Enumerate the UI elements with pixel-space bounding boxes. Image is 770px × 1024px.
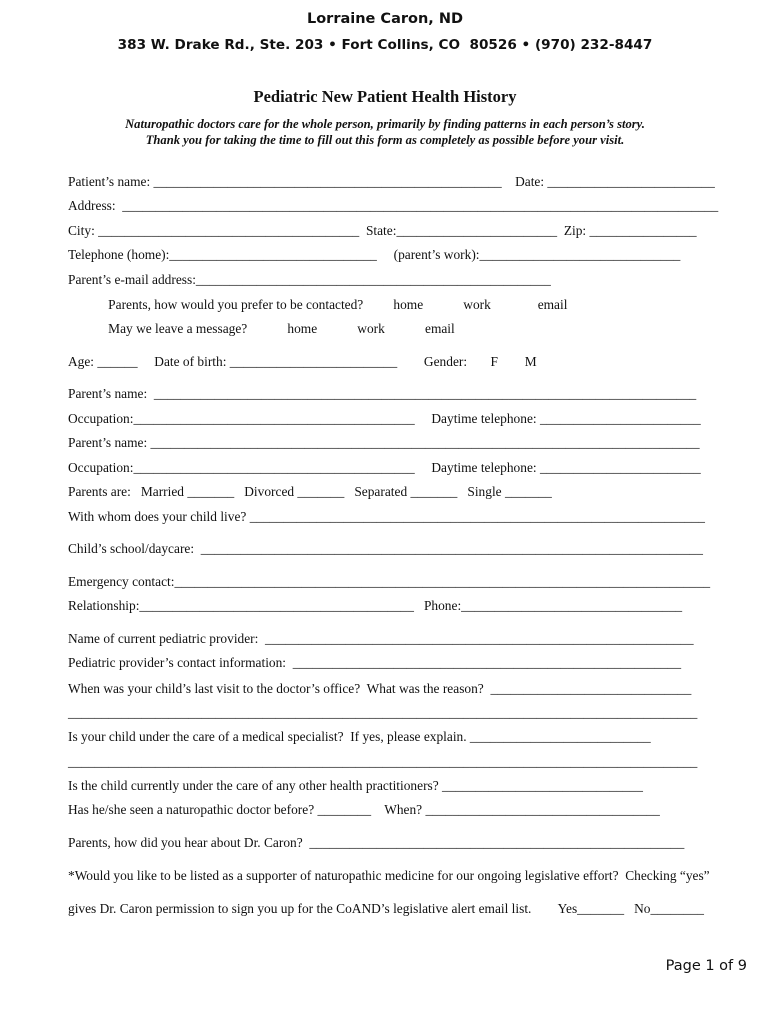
occupation-field-1[interactable]: Occupation:__________________________________________ Daytime telephone: ________________________ — [68, 411, 701, 426]
last-visit-field[interactable]: When was your child’s last visit to the doctor’s office? What was the reason? ______________________________ — [68, 681, 692, 696]
leave-message-options[interactable]: May we leave a message? home work email — [68, 321, 455, 336]
address-field[interactable]: Address: _________________________________________________________________________________________ — [68, 198, 719, 213]
parent-name-field-1[interactable]: Parent’s name: _________________________________________________________________________________ — [68, 386, 697, 401]
child-lives-with-field[interactable]: With whom does your child live? ____________________________________________________________________ — [68, 509, 705, 524]
age-dob-gender-field[interactable]: Age: ______ Date of birth: _________________________ Gender: F M — [68, 354, 537, 369]
other-practitioners-field[interactable]: Is the child currently under the care of any other health practitioners? ______________________________ — [68, 778, 643, 793]
patient-name-field[interactable]: Patient’s name: ____________________________________________________ Date: _________________________ — [68, 174, 715, 189]
seen-naturopath-field[interactable]: Has he/she seen a naturopathic doctor before? ________ When? ___________________________________ — [68, 802, 660, 817]
last-visit-continuation-line[interactable]: ______________________________________________________________________________________________ — [68, 705, 698, 720]
form-title: Pediatric New Patient Health History — [253, 87, 517, 106]
intro-line-2: Thank you for taking the time to fill out this form as completely as possible before your visit. — [145, 133, 625, 147]
occupation-field-2[interactable]: Occupation:__________________________________________ Daytime telephone: ________________________ — [68, 460, 701, 475]
parent-name-field-2[interactable]: Parent’s name: __________________________________________________________________________________ — [68, 435, 700, 450]
practice-address: 383 W. Drake Rd., Ste. 203 • Fort Collins, CO 80526 • (970) 232-8447 — [117, 37, 653, 53]
intro-line-1: Naturopathic doctors care for the whole person, primarily by finding patterns in each person’s story. — [125, 117, 645, 131]
contact-preference-options[interactable]: Parents, how would you prefer to be contacted? home work email — [68, 297, 568, 312]
school-daycare-field[interactable]: Child’s school/daycare: ___________________________________________________________________________ — [68, 541, 703, 556]
city-state-zip-field[interactable]: City: _______________________________________ State:________________________ Zip: ________________ — [68, 223, 697, 238]
parents-status-field[interactable]: Parents are: Married _______ Divorced _______ Separated _______ Single _______ — [68, 484, 552, 499]
supporter-question-line-1: *Would you like to be listed as a supporter of naturopathic medicine for our ongoing legislative effort? Checking “yes” — [68, 868, 710, 883]
practitioner-name: Lorraine Caron, ND — [306, 11, 464, 27]
relationship-phone-field[interactable]: Relationship:_________________________________________ Phone:_________________________________ — [68, 598, 683, 613]
emergency-contact-field[interactable]: Emergency contact:________________________________________________________________________________ — [68, 574, 711, 589]
supporter-question-line-2[interactable]: gives Dr. Caron permission to sign you up for the CoAND’s legislative alert email list. Yes_______ No________ — [68, 901, 705, 916]
email-field[interactable]: Parent’s e-mail address:_____________________________________________________ — [68, 272, 551, 287]
page-number: Page 1 of 9 — [665, 958, 747, 974]
telephone-field[interactable]: Telephone (home):_______________________________ (parent’s work):______________________________ — [68, 247, 681, 262]
specialist-field[interactable]: Is your child under the care of a medical specialist? If yes, please explain. ___________________________ — [68, 729, 651, 744]
pediatric-provider-field[interactable]: Name of current pediatric provider: ________________________________________________________________ — [68, 631, 694, 646]
specialist-continuation-line[interactable]: ______________________________________________________________________________________________ — [68, 754, 698, 769]
provider-contact-field[interactable]: Pediatric provider’s contact information: __________________________________________________________ — [68, 655, 682, 670]
referral-source-field[interactable]: Parents, how did you hear about Dr. Caron? ________________________________________________________ — [68, 835, 685, 850]
